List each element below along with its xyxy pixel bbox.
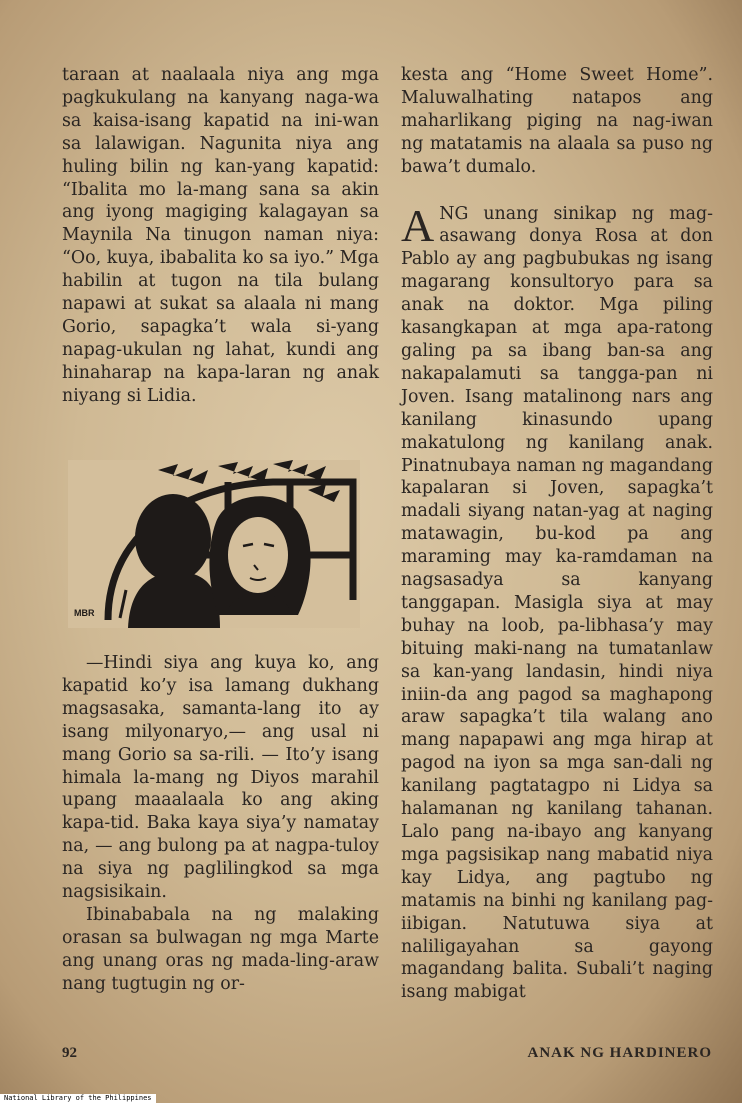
figure-woman-face (228, 517, 288, 593)
right-paragraph-1: kesta ang “Home Sweet Home”. Maluwalhating natapos ang maharlikang piging na nag-iwan ng matatamis na alaala sa puso ng bawa’t dumalo. (401, 65, 713, 177)
left-paragraph-1: taraan at naalaala niya ang mga pagkukulang na kanyang naga-wa sa kaisa-isang kapatid na ini-wan sa lalawigan. Nagunita niya ang huling bilin ng kan-yang kapatid: “Ibalita mo la-mang sana sa akin ang iyong magiging kalagayan sa Maynila Na tinugon naman niya: “Oo, kuya, ibabalita ko sa iyo.” Mga habilin at tugon na tila bulang napawi at sukat sa alaala ni mang Gorio, sapagka’t wala si-yang napag-ukulan ng lahat, kundi ang hinaharap na kapa-laran ng anak niyang si Lidia. (62, 65, 379, 406)
left-column (62, 64, 379, 408)
left-column-lower (62, 652, 379, 996)
figure-man-silhouette (135, 494, 211, 582)
drop-cap: A (401, 199, 435, 251)
library-credit: National Library of the Philippines (0, 1094, 156, 1103)
right-paragraph-2-text: NG unang sinikap ng mag-asawang donya Rosa at don Pablo ay ang pagbubukas ng isang magarang konsultoryo para sa anak na doktor. Mga piling kasangkapan at mga apa-ratong galing pa sa ibang ban-sa ang nakapalamuti sa tangga-pan ni Joven. Isang matalinong nars ang kanilang kinasundo upang makatulong ng kanilang anak. Pinatnubaya naman ng magandang kapalaran si Joven, sapagka’t madali siyang natan-yag at naging matawagin, bu-kod pa ang maraming may ka-ramdaman na nagsasadya sa kanyang tanggapan. Masigla siya at may buhay na loob, pa-libhasa’y may bituing maki-nang na tumatanlaw sa kan-yang landasin, hindi niya iniin-da ang pagod sa maghapong araw sapagka’t tila walang ano mang napapawi ang mga hirap at pagod na iyon sa mga san-dali ng kanilang pagtatagpo ni Lidya sa halamanan ng kanilang tahanan. Lalo pang na-ibayo ang kanyang mga pagsisikap nang mabatid niya kay Lidya, ang pagtubo ng matamis na binhi ng kanilang pag-iibigan. Natutuwa siya at naliligayahan sa gayong magandang balita. Subali’t naging isang mabigat (401, 203, 713, 1003)
illustrator-signature: MBR (74, 608, 95, 618)
left-paragraph-3: Ibinababala na ng malaking orasan sa bulwagan ng mga Marte ang unang oras ng mada-ling-araw nang tugtugin ng or- (62, 904, 379, 994)
running-head: ANAK NG HARDINERO (527, 1045, 712, 1061)
right-paragraph-2 (401, 199, 713, 1005)
left-paragraph-2: —Hindi siya ang kuya ko, ang kapatid ko’y isa lamang dukhang magsasaka, samanta-lang ito ay isang milyonaryo,— ang usal ni mang Gorio sa sa-rili. — Ito’y isang himala la-mang ng Diyos marahil upang maaalaala ko ang aking kapa-tid. Baka kaya siya’y namatay na, — ang bulong pa at nagpa-tuloy na siya ng paglilingkod sa mga nagsisikain. (62, 653, 379, 903)
page-number: 92 (62, 1045, 77, 1061)
right-column (401, 64, 713, 1004)
illustration (68, 460, 360, 628)
